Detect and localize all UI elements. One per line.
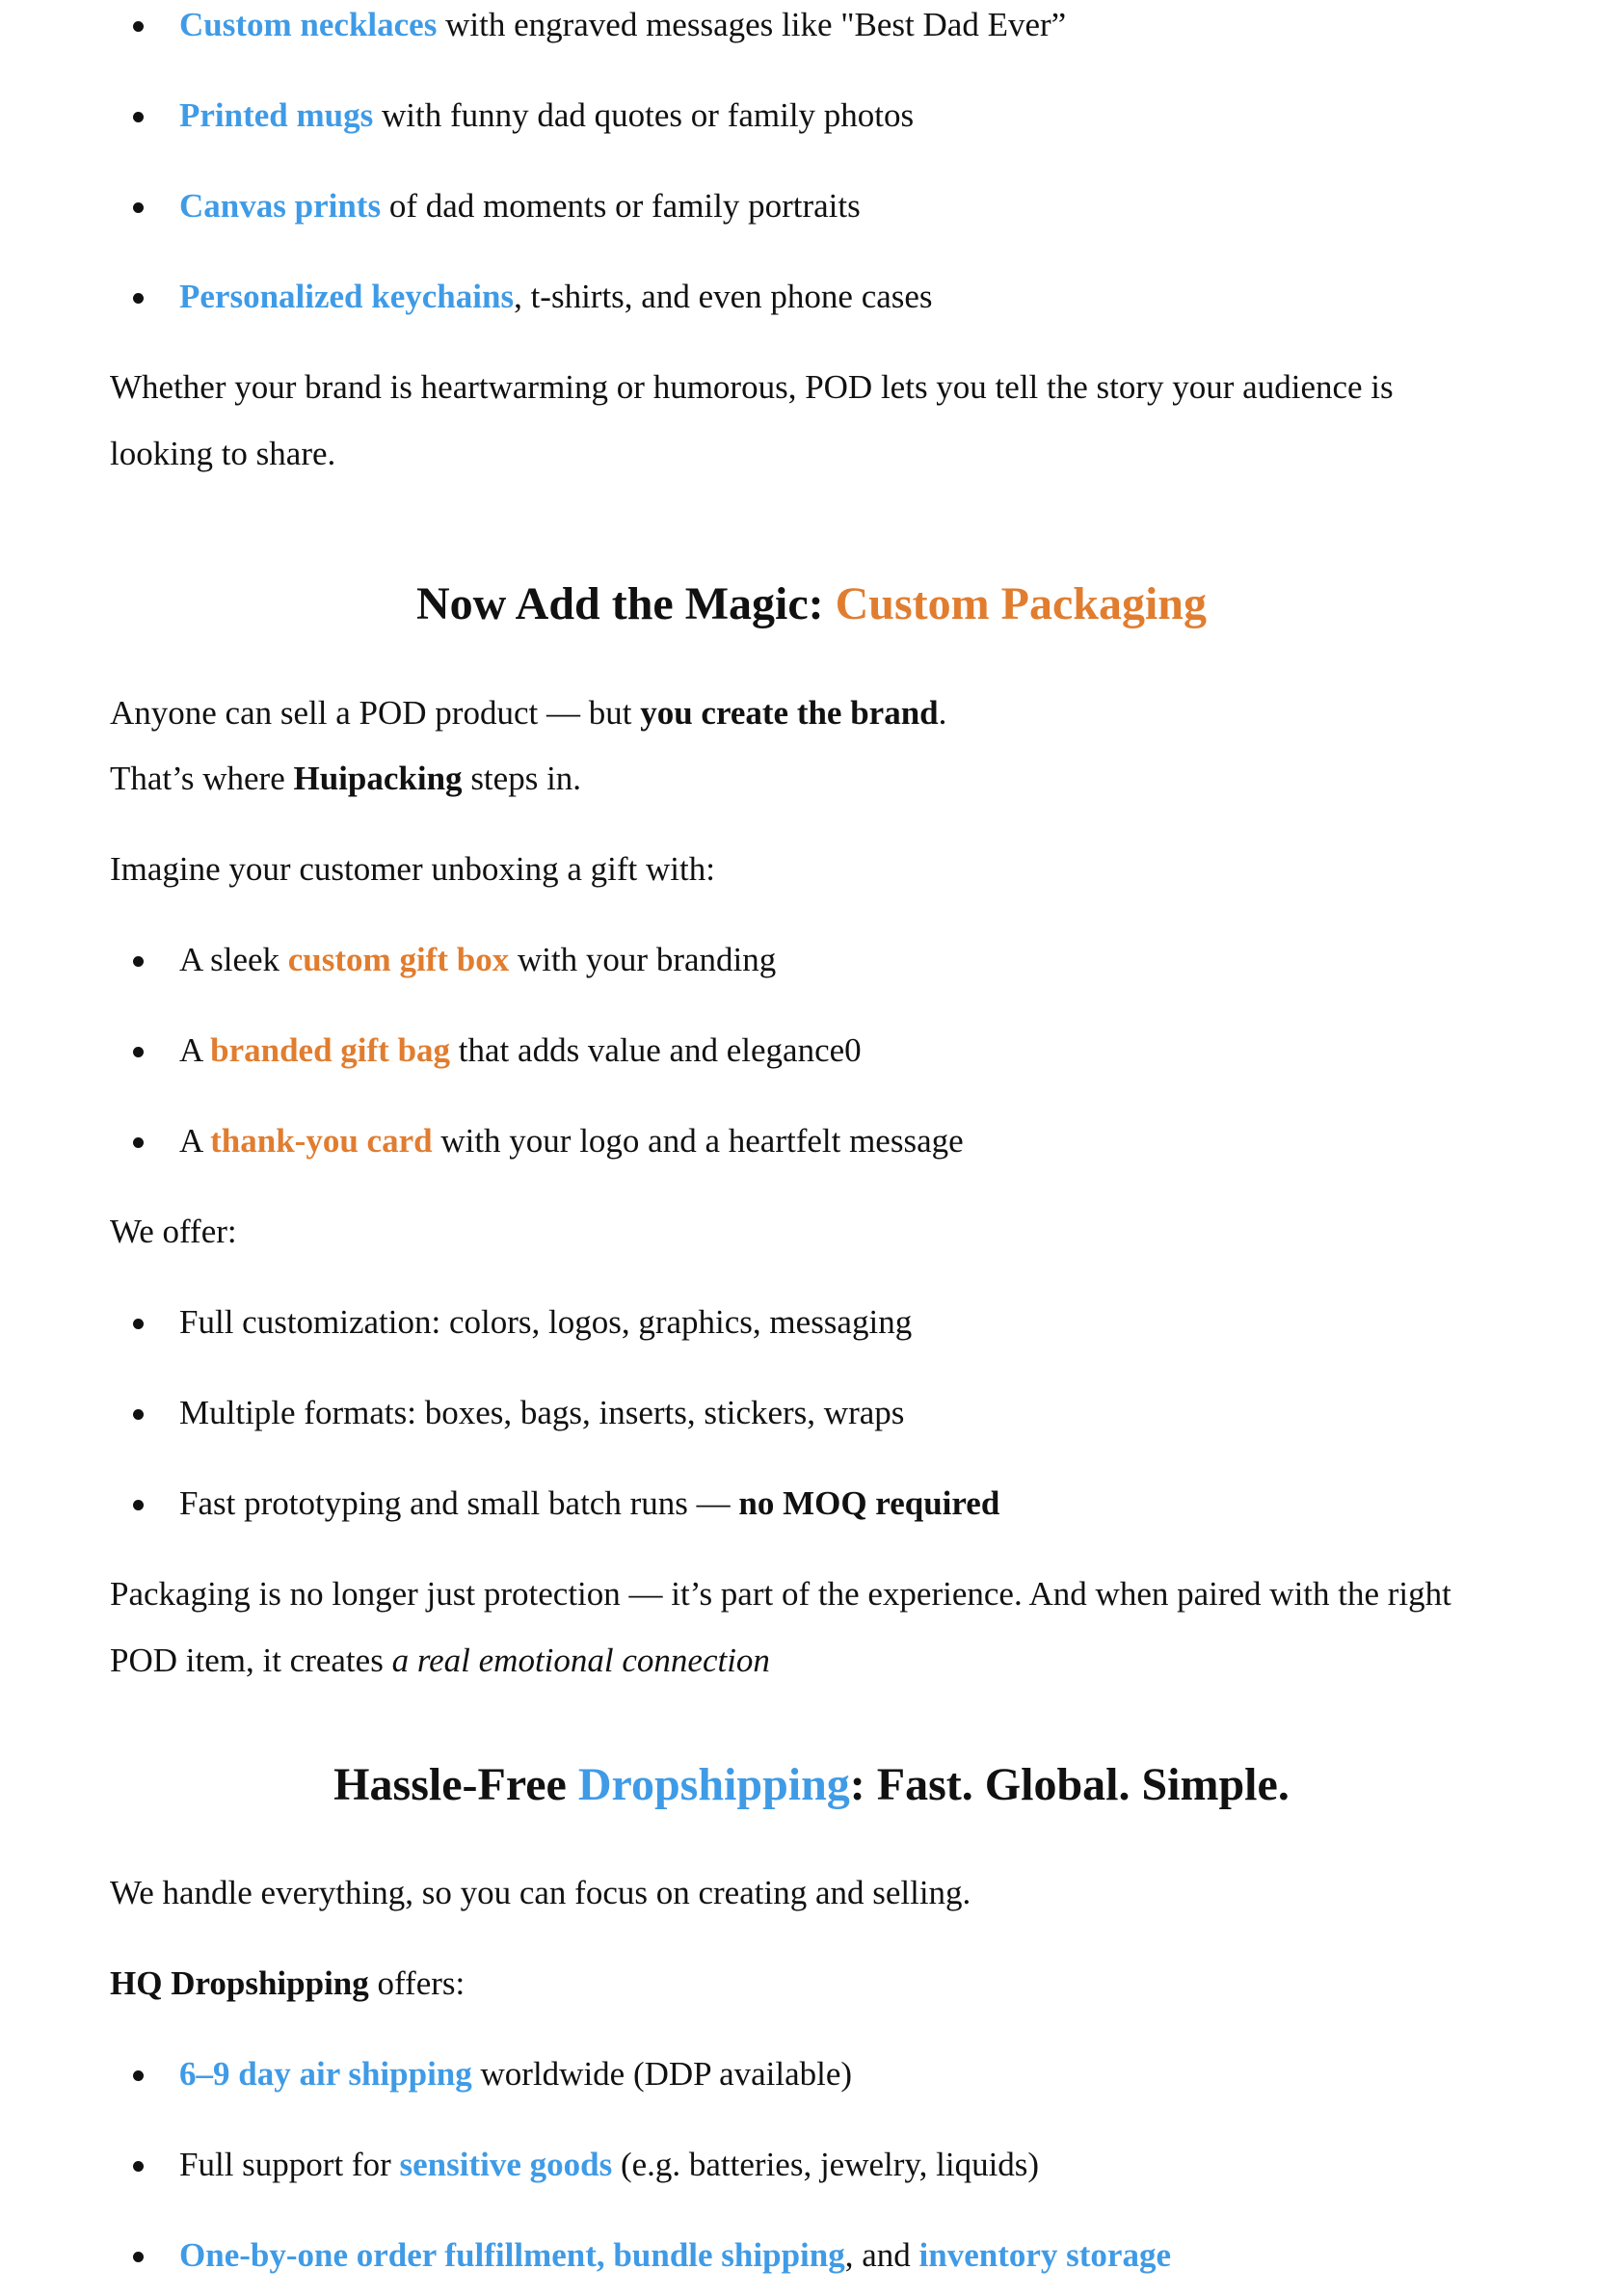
link-personalized-keychains[interactable]: Personalized keychains xyxy=(179,278,515,315)
packaging-paragraph-2 xyxy=(110,760,581,798)
list-item xyxy=(179,941,776,979)
bold-text: no MOQ required xyxy=(738,1484,1000,1522)
link-inventory-storage[interactable]: inventory storage xyxy=(918,2236,1172,2274)
text: A xyxy=(179,1122,211,1160)
text: that adds value and elegance0 xyxy=(450,1031,862,1069)
link-sensitive-goods[interactable]: sensitive goods xyxy=(399,2146,613,2183)
text: That’s where xyxy=(110,760,294,797)
dropshipping-intro: We handle everything, so you can focus on creating and selling. xyxy=(110,1874,971,1911)
text: A xyxy=(179,1031,211,1069)
heading-custom-packaging xyxy=(0,577,1623,631)
list-item-text: with funny dad quotes or family photos xyxy=(373,96,915,134)
dropshipping-offers-label xyxy=(110,1964,465,2003)
text: . xyxy=(938,694,947,732)
bold-text: HQ Dropshipping xyxy=(110,1964,369,2002)
list-item xyxy=(179,1122,964,1161)
link-thank-you-card[interactable]: thank-you card xyxy=(210,1122,433,1160)
closing-paragraph-line1: Packaging is no longer just protection — it’s part of the experience. And when paired with the right xyxy=(110,1575,1451,1613)
list-item-text: with engraved messages like "Best Dad Ever” xyxy=(437,6,1067,43)
intro-paragraph-line1: Whether your brand is heartwarming or humorous, POD lets you tell the story your audience is xyxy=(110,368,1394,406)
list-item xyxy=(179,1484,999,1523)
list-item-text: , t-shirts, and even phone cases xyxy=(514,278,933,315)
text: with your branding xyxy=(509,941,777,978)
link-dropshipping[interactable]: Dropshipping xyxy=(577,1759,850,1810)
text: Anyone can sell a POD product — but xyxy=(110,694,641,732)
heading-text: Now Add the Magic: xyxy=(415,578,836,629)
text: with your logo and a heartfelt message xyxy=(432,1122,964,1160)
list-item xyxy=(179,1303,912,1342)
text: POD item, it creates xyxy=(110,1642,392,1679)
list-item xyxy=(179,278,933,316)
list-item xyxy=(179,6,1066,44)
text: steps in. xyxy=(462,760,582,797)
list-item xyxy=(179,2236,1171,2275)
intro-paragraph-line2: looking to share. xyxy=(110,435,336,472)
text: A sleek xyxy=(179,941,288,978)
link-branded-gift-bag[interactable]: branded gift bag xyxy=(210,1031,451,1069)
text: Full support for xyxy=(179,2146,400,2183)
list-item xyxy=(179,1031,862,1070)
closing-paragraph-line2 xyxy=(110,1642,770,1680)
link-bundle-shipping[interactable]: bundle shipping xyxy=(613,2236,845,2274)
list-item xyxy=(179,96,914,135)
heading-dropshipping xyxy=(0,1758,1623,1812)
text: Full customization: colors, logos, graphics, messaging xyxy=(179,1303,913,1341)
separator: , xyxy=(596,2236,614,2274)
link-air-shipping[interactable]: 6–9 day air shipping xyxy=(179,2055,472,2093)
text: , and xyxy=(844,2236,919,2274)
list-item-text: of dad moments or family portraits xyxy=(381,187,861,225)
link-canvas-prints[interactable]: Canvas prints xyxy=(179,187,382,225)
text: Multiple formats: boxes, bags, inserts, stickers, wraps xyxy=(179,1394,905,1431)
list-item xyxy=(179,2055,852,2094)
link-custom-necklaces[interactable]: Custom necklaces xyxy=(179,6,438,43)
bold-text: you create the brand xyxy=(640,694,939,732)
text: (e.g. batteries, jewelry, liquids) xyxy=(612,2146,1040,2183)
link-printed-mugs[interactable]: Printed mugs xyxy=(179,96,374,134)
heading-text: Hassle-Free xyxy=(333,1759,578,1810)
text: worldwide (DDP available) xyxy=(471,2055,853,2093)
imagine-paragraph: Imagine your customer unboxing a gift with: xyxy=(110,850,715,888)
list-item xyxy=(179,187,861,226)
link-custom-gift-box[interactable]: custom gift box xyxy=(287,941,510,978)
packaging-paragraph-1 xyxy=(110,694,946,733)
we-offer-label: We offer: xyxy=(110,1213,237,1250)
list-item xyxy=(179,2146,1039,2184)
text: Fast prototyping and small batch runs — xyxy=(179,1484,739,1522)
heading-accent: Custom Packaging xyxy=(835,578,1207,629)
italic-text: a real emotional connection xyxy=(391,1642,770,1679)
link-order-fulfillment[interactable]: One-by-one order fulfillment xyxy=(179,2236,597,2274)
list-item xyxy=(179,1394,904,1432)
brand-name: Huipacking xyxy=(293,760,463,797)
heading-text: : Fast. Global. Simple. xyxy=(849,1759,1290,1810)
text: offers: xyxy=(368,1964,466,2002)
